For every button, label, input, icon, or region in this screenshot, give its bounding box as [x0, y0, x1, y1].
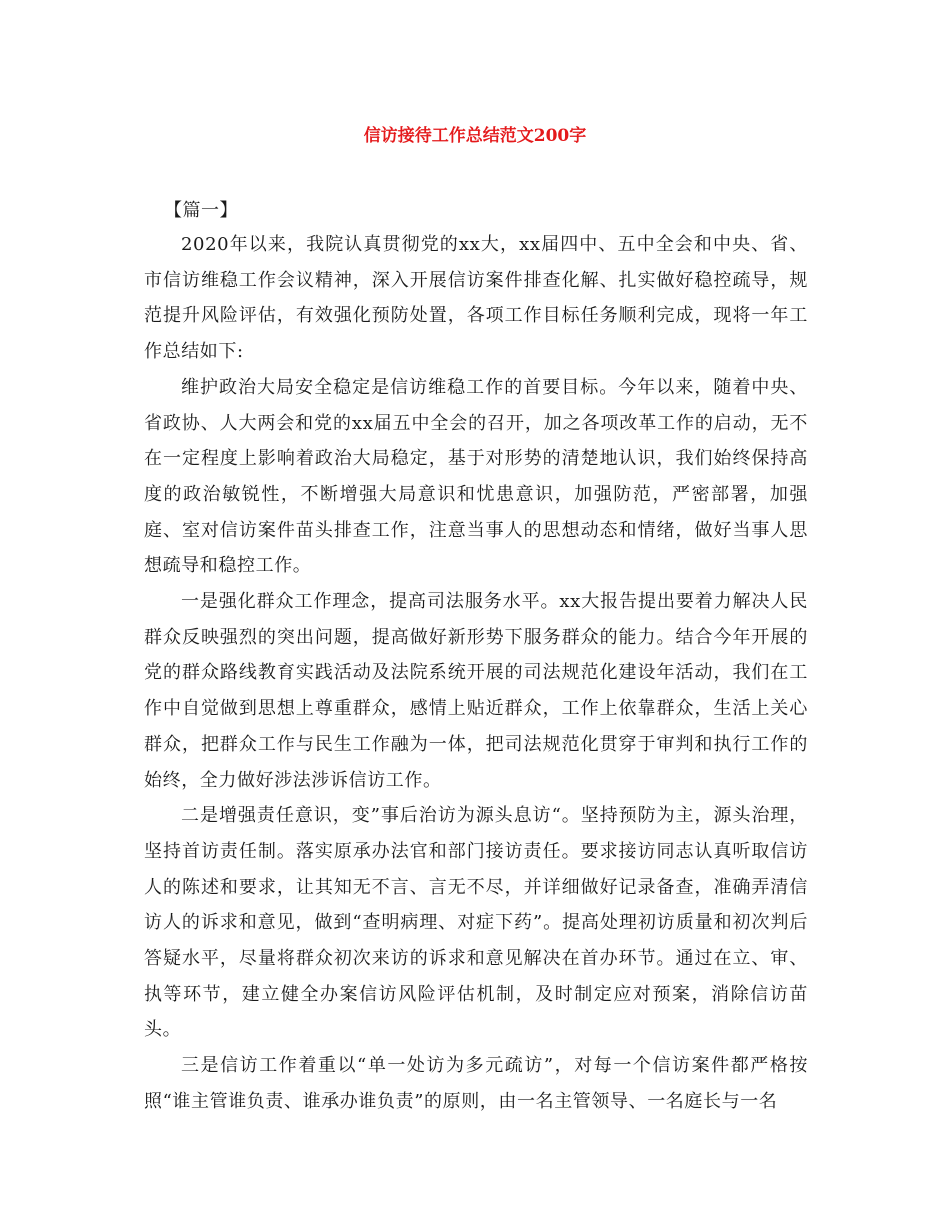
paragraph-2: 维护政治大局安全稳定是信访维稳工作的首要目标。今年以来，随着中央、省政协、人大两会和党的xx届五中全会的召开，加之各项改革工作的启动，无不在一定程度上影响着政治大局稳定，基于对形势的清楚地认识，我们始终保持高度的政治敏锐性，不断增强大局意识和忧患意识，加强防范，严密部署，加强庭、室对信访案件苗头排查工作，注意当事人的思想动态和情绪，做好当事人思想疏导和稳控工作。	[144, 376, 808, 577]
paragraph-1: 2020年以来，我院认真贯彻党的xx大，xx届四中、五中全会和中央、省、市信访维稳工作会议精神，深入开展信访案件排查化解、扎实做好稳控疏导，规范提升风险评估，有效强化预防处置，各项工作目标任务顺利完成，现将一年工作总结如下:	[144, 234, 808, 363]
section-label: 【篇一】	[164, 200, 238, 221]
paragraph-3: 一是强化群众工作理念，提高司法服务水平。xx大报告提出要着力解决人民群众反映强烈的突出问题，提高做好新形势下服务群众的能力。结合今年开展的党的群众路线教育实践活动及法院系统开展的司法规范化建设年活动，我们在工作中自觉做到思想上尊重群众，感情上贴近群众，工作上依靠群众，生活上关心群众，把群众工作与民生工作融为一体，把司法规范化贯穿于审判和执行工作的始终，全力做好涉法涉诉信访工作。	[144, 591, 808, 791]
document-body	[144, 194, 808, 1120]
document-title: 信访接待工作总结范文200字	[363, 126, 587, 146]
paragraph-5: 三是信访工作着重以“单一处访为多元疏访”，对每一个信访案件都严格按照“谁主管谁负责、谁承办谁负责”的原则，由一名主管领导、一名庭长与一名	[144, 1055, 808, 1112]
paragraph-4: 二是增强责任意识，变”事后治访为源头息访“。坚持预防为主，源头治理，坚持首访责任制。落实原承办法官和部门接访责任。要求接访同志认真听取信访人的陈述和要求，让其知无不言、言无不尽，并详细做好记录备查，准确弄清信访人的诉求和意见，做到“查明病理、对症下药”。提高处理初访质量和初次判后答疑水平，尽量将群众初次来访的诉求和意见解决在首办环节。通过在立、审、执等环节，建立健全办案信访风险评估机制，及时制定应对预案，消除信访苗头。	[144, 805, 808, 1041]
